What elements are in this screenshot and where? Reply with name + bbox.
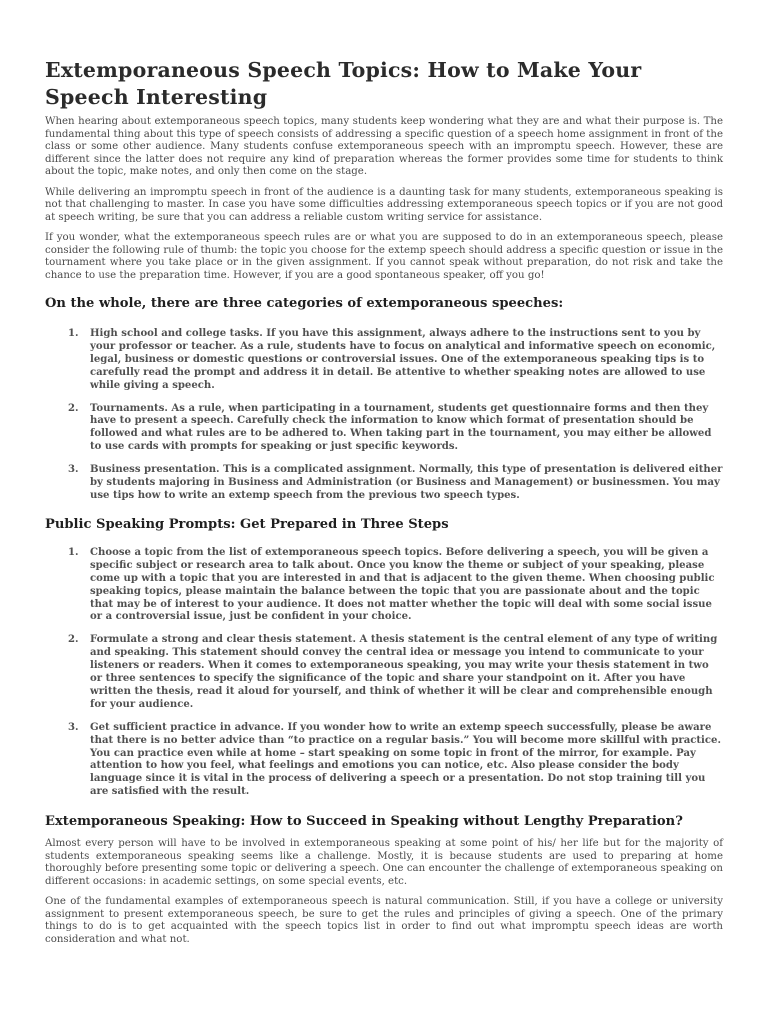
list-item-text: Business presentation. This is a complicated assignment. Normally, this type of presentation is delivered either by students majoring in Business and Administration (or Business and Management) or businessmen. You may use tips how to write an extemp speech from the previous two speech types. xyxy=(90,464,723,501)
intro-paragraph-2: While delivering an impromptu speech in front of the audience is a daunting task for many students, extemporaneous speaking is not that challenging to master. In case you have some difficulties addressing extemporaneous speech topics or if you are not good at speech writing, be sure that you can address a reliable custom writing service for assistance. xyxy=(45,186,723,223)
list-item-number: 3. xyxy=(68,721,79,733)
categories-heading: On the whole, there are three categories of extemporaneous speeches: xyxy=(45,296,564,311)
steps-list xyxy=(45,547,723,799)
list-item xyxy=(45,547,723,624)
list-item xyxy=(45,634,723,711)
list-item-text: High school and college tasks. If you have this assignment, always adhere to the instructions sent to you by your professor or teacher. As a rule, students have to focus on analytical and informative speech on economic, legal, business or domestic questions or controversial issues. One of the extemporaneous speaking tips is to carefully read the prompt and address it in detail. Be attentive to whether speaking notes are allowed to use while giving a speech. xyxy=(90,328,716,391)
closing-paragraph-1: Almost every person will have to be involved in extemporaneous speaking at some point of his/ her life but for the majority of students extemporaneous speaking seems like a challenge. Mostly, it is because students are used to preparing at home thoroughly before presenting some topic or delivering a speech. One can encounter the challenge of extemporaneous speaking on different occasions: in academic settings, on some special events, etc. xyxy=(45,838,723,887)
list-item-text: Choose a topic from the list of extemporaneous speech topics. Before delivering a speech, you will be given a specific subject or research area to talk about. Once you know the theme or subject of your speaking, please come up with a topic that you are interested in and that is adjacent to the given theme. When choosing public speaking topics, please maintain the balance between the topic that you are passionate about and the topic that may be of interest to your audience. It does not matter whether the topic will deal with some social issue or a controversial issue, just be confident in your choice. xyxy=(90,546,715,623)
list-item xyxy=(45,403,723,455)
prompts-heading: Public Speaking Prompts: Get Prepared in Three Steps xyxy=(45,516,449,532)
list-item-text: Tournaments. As a rule, when participating in a tournament, students get questionnaire forms and then they have to present a speech. Carefully check the information to know which format of presentation should be followed and what rules are to be adhered to. When taking part in the tournament, you may either be allowed to use cards with prompts for speaking or just specific keywords. xyxy=(90,402,712,453)
list-item-number: 2. xyxy=(68,402,79,414)
intro-paragraph-1: When hearing about extemporaneous speech topics, many students keep wondering what they are and what their purpose is. The fundamental thing about this type of speech consists of addressing a specific question of a speech home assignment in front of the class or some other audience. Many students confuse extemporaneous speech with an impromptu speech. However, these are different since the latter does not require any kind of preparation whereas the former provides some time for students to think about the topic, make notes, and only then come on the stage. xyxy=(45,116,723,177)
list-item-number: 1. xyxy=(68,546,79,558)
intro-paragraph-3: If you wonder, what the extemporaneous speech rules are or what you are supposed to do in an extemporaneous speech, please consider the following rule of thumb: the topic you choose for the extemp speech should address a specific question or issue in the tournament where you take place or in the given assignment. If you cannot speak without preparation, do not risk and take the chance to use the preparation time. However, if you are a good spontaneous speaker, off you go! xyxy=(45,232,723,281)
list-item xyxy=(45,328,723,393)
list-item-number: 2. xyxy=(68,634,79,646)
document-page xyxy=(45,0,723,954)
page-title: Extemporaneous Speech Topics: How to Make Your Speech Interesting xyxy=(45,58,642,109)
list-item xyxy=(45,464,723,503)
success-heading: Extemporaneous Speaking: How to Succeed in Speaking without Lengthy Preparation? xyxy=(45,814,683,830)
list-item-number: 3. xyxy=(68,464,79,476)
list-item-text: Formulate a strong and clear thesis statement. A thesis statement is the central element of any type of writing and speaking. This statement should convey the central idea or message you intend to communicate to your listeners or readers. When it comes to extemporaneous speaking, you may write your thesis statement in two or three sentences to specify the significance of the topic and share your standpoint on it. After you have written the thesis, read it aloud for yourself, and think of whether it will be clear and comprehensible enough for your audience. xyxy=(90,634,718,710)
closing-paragraph-2: One of the fundamental examples of extemporaneous speech is natural communication. Still, if you have a college or university assignment to present extemporaneous speech, be sure to get the rules and principles of giving a speech. One of the primary things to do is to get acquainted with the speech topics list in order to find out what impromptu speech ideas are worth consideration and what not. xyxy=(45,896,723,945)
list-item xyxy=(45,722,723,799)
list-item-number: 1. xyxy=(68,328,79,339)
list-item-text: Get sufficient practice in advance. If you wonder how to write an extemp speech successfully, please be aware that there is no better advice than “to practice on a regular basis.” You will become more skillful with practice. You can practice even while at home – start speaking on some topic in front of the mirror, for example. Pay attention to how you feel, what feelings and emotions you can notice, etc. Also please consider the body language since it is vital in the process of delivering a speech or a presentation. Do not stop training till you are satisfied with the result. xyxy=(90,721,721,798)
categories-list xyxy=(45,328,723,503)
